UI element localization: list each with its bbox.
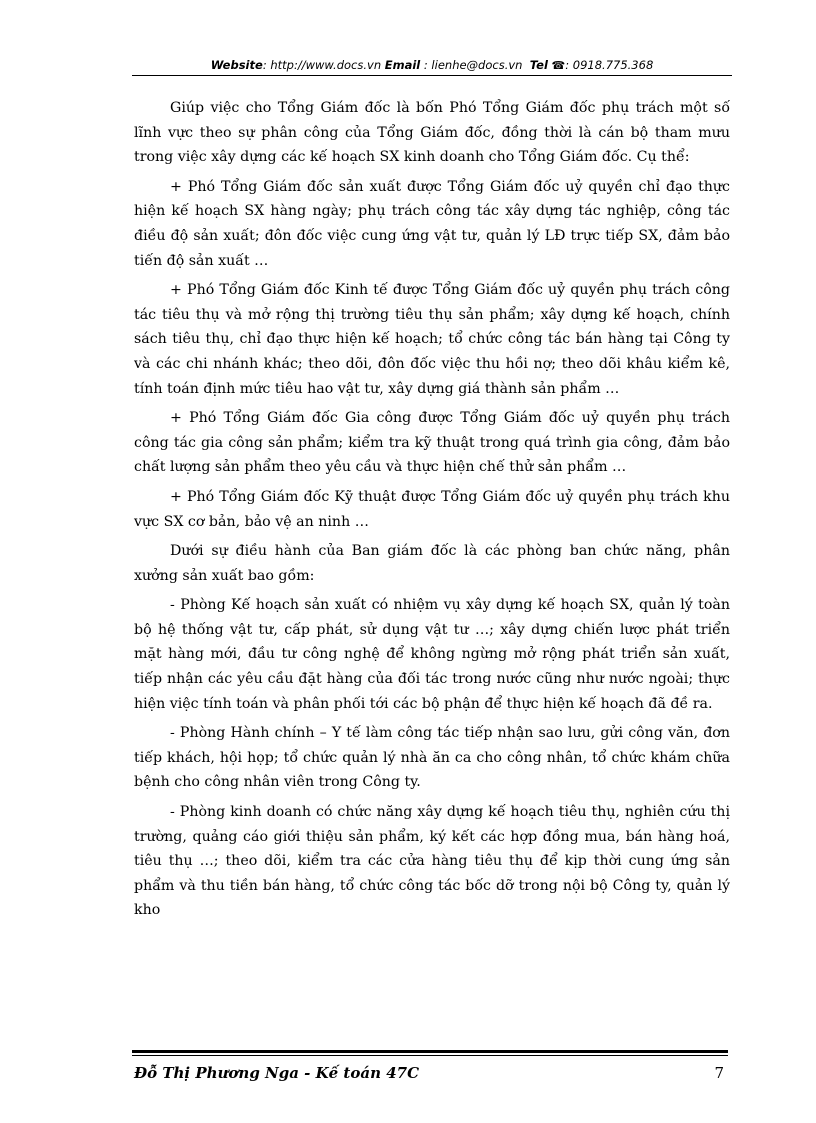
website-value: : http://www.docs.vn [262, 58, 382, 72]
paragraph: + Phó Tổng Giám đốc Gia công được Tổng Giám đốc uỷ quyền phụ trách công tác gia công sản phẩm; kiểm tra kỹ thuật trong quá trình gia công, đảm bảo chất lượng sản phẩm theo yêu cầu và thực hiện chế thử sản phẩm … [134, 410, 730, 476]
page-header [132, 58, 732, 72]
paragraph: Dưới sự điều hành của Ban giám đốc là các phòng ban chức năng, phân xưởng sản xuất bao gồm: [134, 543, 730, 584]
body-text [134, 96, 730, 928]
paragraph: - Phòng kinh doanh có chức năng xây dựng kế hoạch tiêu thụ, nghiên cứu thị trường, quảng cáo giới thiệu sản phẩm, ký kết các hợp đồng mua, bán hàng hoá, tiêu thụ …; theo dõi, kiểm tra các cửa hàng tiêu thụ để kịp thời cung ứng sản phẩm và thu tiền bán hàng, tổ chức công tác bốc dỡ trong nội bộ Công ty, quản lý kho [134, 804, 730, 919]
paragraph: - Phòng Hành chính – Y tế làm công tác tiếp nhận sao lưu, gửi công văn, đơn tiếp khách, hội họp; tổ chức quản lý nhà ăn ca cho công nhân, tổ chức khám chữa bệnh cho công nhân viên trong Công ty. [134, 725, 730, 791]
paragraph: + Phó Tổng Giám đốc sản xuất được Tổng Giám đốc uỷ quyền chỉ đạo thực hiện kế hoạch SX hàng ngày; phụ trách công tác xây dựng tác nghiệp, công tác điều độ sản xuất; đôn đốc việc cung ứng vật tư, quản lý LĐ trực tiếp SX, đảm bảo tiến độ sản xuất … [134, 178, 730, 269]
page-number: 7 [714, 1064, 724, 1082]
footer-divider-thick [132, 1050, 728, 1053]
paragraph: Giúp việc cho Tổng Giám đốc là bốn Phó Tổng Giám đốc phụ trách một số lĩnh vực theo sự phân công của Tổng Giám đốc, đồng thời là cán bộ tham mưu trong việc xây dựng các kế hoạch SX kinh doanh cho Tổng Giám đốc. Cụ thể: [134, 100, 730, 166]
tel-label: Tel [529, 58, 548, 72]
paragraph: + Phó Tổng Giám đốc Kỹ thuật được Tổng Giám đốc uỷ quyền phụ trách khu vực SX cơ bản, bảo vệ an ninh … [134, 488, 730, 530]
footer-author: Đỗ Thị Phương Nga - Kế toán 47C [134, 1064, 420, 1082]
tel-value: : 0918.775.368 [565, 58, 654, 72]
footer-divider-thin [132, 1055, 728, 1056]
telephone-icon: ☎ [551, 59, 566, 72]
paragraph: + Phó Tổng Giám đốc Kinh tế được Tổng Giám đốc uỷ quyền phụ trách công tác tiêu thụ và mở rộng thị trường tiêu thụ sản phẩm; xây dựng kế hoạch, chính sách tiêu thụ, chỉ đạo thực hiện kế hoạch; tổ chức công tác bán hàng tại Công ty và các chi nhánh khác; theo dõi, đôn đốc việc thu hồi nợ; theo dõi khâu kiểm kê, tính toán định mức tiêu hao vật tư, xây dựng giá thành sản phẩm … [134, 282, 730, 397]
email-value: : lienhe@docs.vn [423, 58, 523, 72]
email-label: Email [384, 58, 421, 72]
website-label: Website [210, 58, 263, 72]
header-divider [132, 75, 732, 76]
paragraph: - Phòng Kế hoạch sản xuất có nhiệm vụ xây dựng kế hoạch SX, quản lý toàn bộ hệ thống vật tư, cấp phát, sử dụng vật tư …; xây dựng chiến lược phát triển mặt hàng mới, đầu tư công nghệ để không ngừng mở rộng phát triển sản xuất, tiếp nhận các yêu cầu đặt hàng của đối tác trong nước cũng như nước ngoài; thực hiện việc tính toán và phân phối tới các bộ phận để thực hiện kế hoạch đã đề ra. [134, 597, 730, 712]
